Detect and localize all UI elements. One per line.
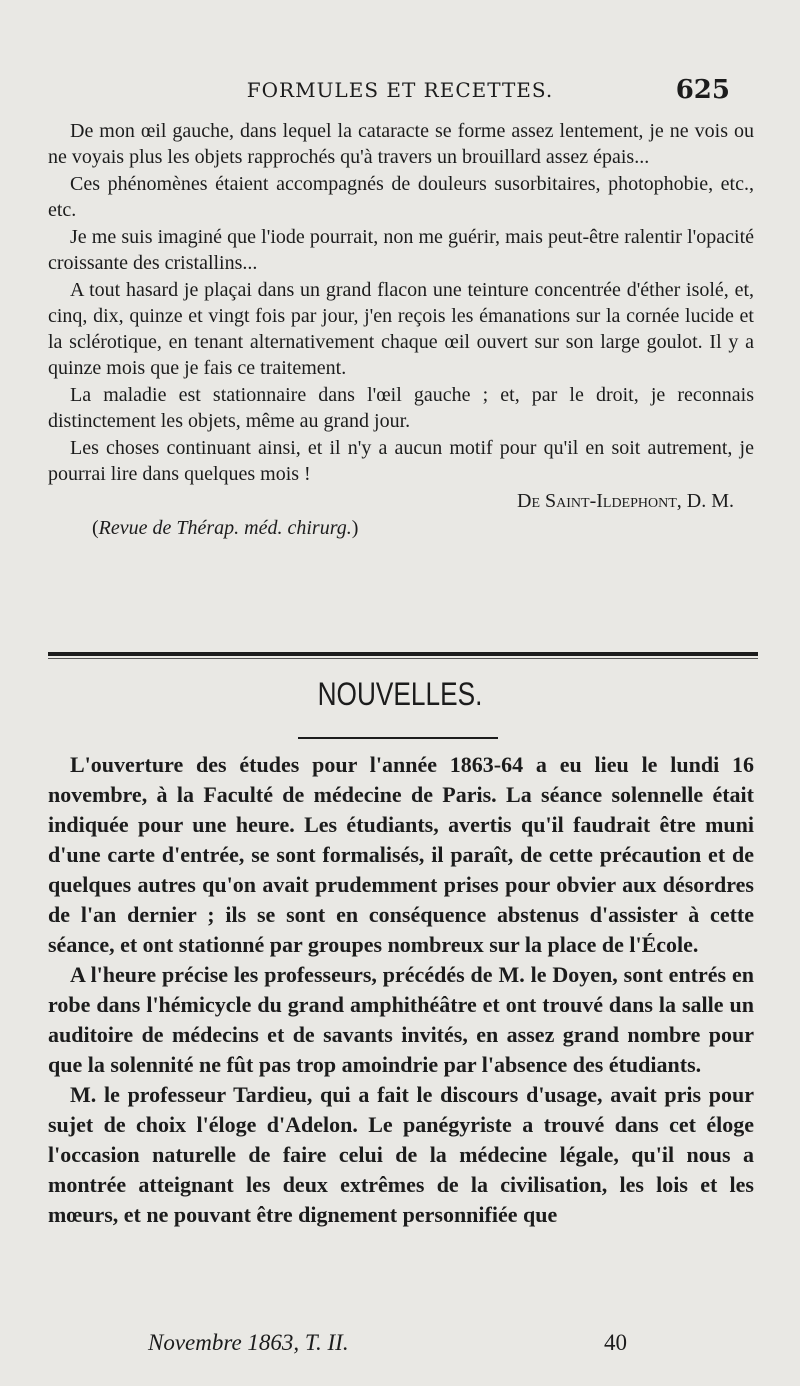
news-paragraph: M. le professeur Tardieu, qui a fait le discours d'usage, avait pris pour sujet de choix l'éloge d'Adelon. Le panégyriste a trouvé dans cet éloge l'occasion naturelle de faire celui de la médecine légale, qu'il nous a montrée atteignant les deux extrêmes de la civilisation, les lois et les mœurs, et ne pouvant être dignement personnifiée que [48,1082,754,1227]
article-paragraph: Je me suis imaginé que l'iode pourrait, non me guérir, mais peut-être ralentir l'opacité croissante des cristallins... [48,226,754,274]
article-paragraph: La maladie est stationnaire dans l'œil gauche ; et, par le droit, je reconnais distinctement les objets, même au grand jour. [48,384,754,432]
news-section [48,750,754,1230]
article-paragraph: Les choses continuant ainsi, et il n'y a aucun motif pour qu'il en soit autrement, je pourrai lire dans quelques mois ! [48,437,754,485]
sheet-number: 40 [604,1330,627,1355]
source-journal: Revue de Thérap. méd. chirurg. [98,517,352,539]
letter-article [48,118,754,542]
news-paragraph: A l'heure précise les professeurs, précédés de M. le Doyen, sont entrés en robe dans l'hémicycle du grand amphithéâtre et ont trouvé dans la salle un auditoire de médecins et de savants invités, en assez grand nombre pour que la solennité ne fût pas trop amoindrie par l'absence des étudiants. [48,962,754,1077]
signature-mark: Novembre 1863, T. II. [148,1330,349,1355]
article-paragraph: A tout hasard je plaçai dans un grand flacon une teinture concentrée d'éther isolé, et, cinq, dix, quinze et vingt fois par jour, j'en reçois les émanations sur la cornée lucide et la sclérotique, en tenant alternativement chaque œil ouvert sur son large goulot. Il y a quinze mois que je fais ce traitement. [48,279,754,379]
title-underline [298,737,498,739]
section-title: NOUVELLES. [317,676,483,712]
running-title: FORMULES ET RECETTES. [246,78,554,102]
page-number: 625 [675,75,730,105]
article-source: (Revue de Thérap. méd. chirurg.) [92,517,359,539]
news-paragraph: L'ouverture des études pour l'année 1863-64 a eu lieu le lundi 16 novembre, à la Faculté de médecine de Paris. La séance solennelle était indiquée pour une heure. Les étudiants, avertis qu'il faudrait être muni d'une carte d'entrée, se sont formalisés, il paraît, de cette précaution et de quelques autres qu'on avait prudemment prises pour obvier aux désordres de l'an dernier ; ils se sont en conséquence abstenus d'assister à cette séance, et ont stationné par groupes nombreux sur la place de l'École. [48,752,754,957]
article-paragraph: De mon œil gauche, dans lequel la cataracte se forme assez lentement, je ne vois ou ne voyais plus les objets rapprochés qu'à travers un brouillard assez épais... [48,120,754,168]
section-divider-thin [48,658,758,659]
page-header [0,75,800,112]
section-divider [48,652,758,656]
article-paragraph: Ces phénomènes étaient accompagnés de douleurs susorbitaires, photophobie, etc., etc. [48,173,754,221]
page-footer [0,1330,800,1360]
article-signature: De Saint-Ildephont, D. M. [517,490,734,512]
